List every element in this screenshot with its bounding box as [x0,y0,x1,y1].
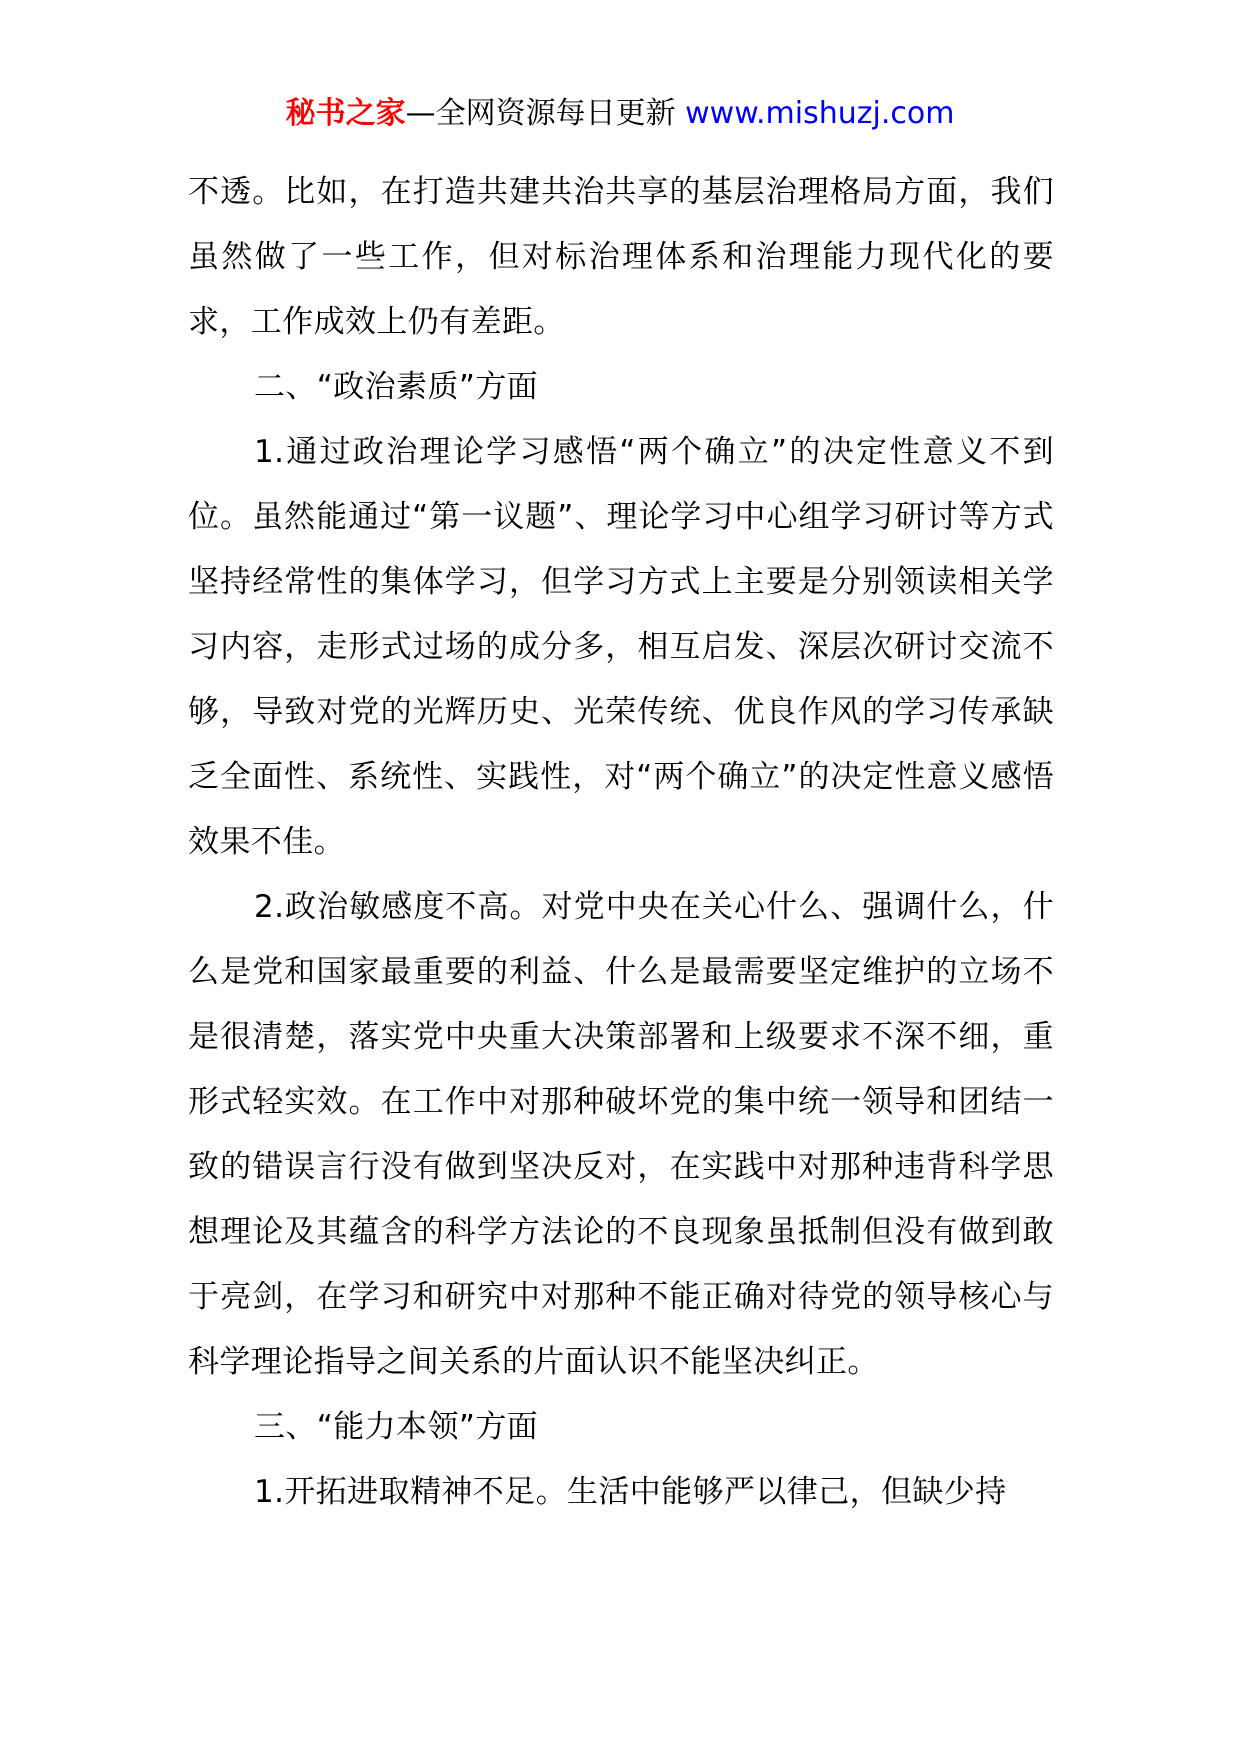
paragraph-item-2: 2.政治敏感度不高。对党中央在关心什么、强调什么，什么是党和国家最重要的利益、什么是最需要坚定维护的立场不是很清楚，落实党中央重大决策部署和上级要求不深不细，重形式轻实效。在工作中对那种破坏党的集中统一领导和团结一致的错误言行没有做到坚决反对，在实践中对那种违背科学思想理论及其蕴含的科学方法论的不良现象虽抵制但没有做到敢于亮剑，在学习和研究中对那种不能正确对待党的领导核心与科学理论指导之间关系的片面认识不能坚决纠正。 [188,889,1054,1380]
paragraph-continuation: 不透。比如，在打造共建共治共享的基层治理格局方面，我们虽然做了一些工作，但对标治理体系和治理能力现代化的要求，工作成效上仍有差距。 [188,174,1054,340]
paragraph-item-1: 1.通过政治理论学习感悟“两个确立”的决定性意义不到位。虽然能通过“第一议题”、理论学习中心组学习研讨等方式坚持经常性的集体学习，但学习方式上主要是分别领读相关学习内容，走形式过场的成分多，相互启发、深层次研讨交流不够，导致对党的光辉历史、光荣传统、优良作风的学习传承缺乏全面性、系统性、实践性，对“两个确立”的决定性意义感悟效果不佳。 [188,434,1054,860]
paragraph-item-1-ability: 1.开拓进取精神不足。生活中能够严以律己，但缺少持 [254,1474,1007,1510]
site-tagline: —全网资源每日更新 [405,96,676,131]
site-url-link[interactable]: www.mishuzj.com [685,96,955,131]
section-heading-ability: 三、“能力本领”方面 [254,1409,539,1445]
site-brand: 秘书之家 [285,96,406,131]
section-heading-political-quality: 二、“政治素质”方面 [254,369,539,405]
document-body [188,160,1054,1525]
site-header [0,94,1240,134]
